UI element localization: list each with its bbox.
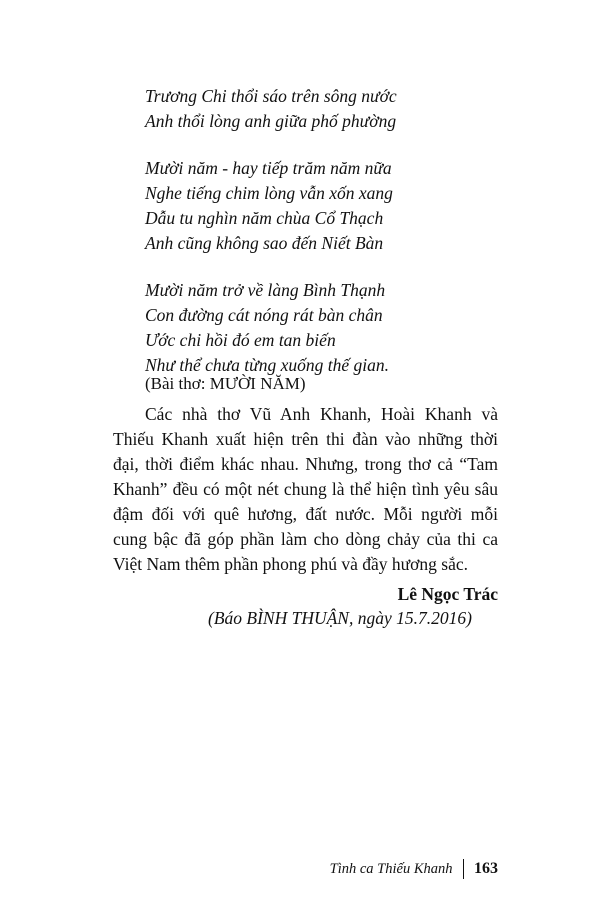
poem-caption: (Bài thơ: MƯỜI NĂM) <box>145 374 306 393</box>
poem-line: Mười năm trở về làng Bình Thạnh <box>145 280 386 300</box>
poem-line: Anh thổi lòng anh giữa phố phường <box>145 111 397 131</box>
page-footer <box>330 858 498 880</box>
poem-line: Ước chi hồi đó em tan biến <box>145 330 336 350</box>
poem-line: Mười năm - hay tiếp trăm năm nữa <box>145 158 392 178</box>
poem-line: Dẫu tu nghìn năm chùa Cổ Thạch <box>145 208 384 228</box>
body-paragraph: Các nhà thơ Vũ Anh Khanh, Hoài Khanh và Thiếu Khanh xuất hiện trên thi đàn vào những thời đại, thời điểm khác nhau. Nhưng, trong thơ cả “Tam Khanh” đều có một nét chung là thể hiện tình yêu sâu đậm đối với quê hương, đất nước. Mỗi người mỗi cung bậc đã góp phần làm cho dòng chảy của thi ca Việt Nam thêm phần phong phú và đầy hương sắc. <box>113 404 498 574</box>
poem <box>145 84 397 378</box>
poem-line: Anh cũng không sao đến Niết Bàn <box>145 233 384 253</box>
poem-line: Như thể chưa từng xuống thế gian. <box>145 355 389 375</box>
footer-separator <box>463 859 465 879</box>
poem-line: Con đường cát nóng rát bàn chân <box>145 305 383 325</box>
poem-line: Trương Chi thổi sáo trên sông nước <box>145 86 397 106</box>
page-number: 163 <box>474 860 498 877</box>
poem-line: Nghe tiếng chim lòng vẫn xốn xang <box>145 183 393 203</box>
running-title: Tình ca Thiếu Khanh <box>329 861 453 877</box>
poem-stanza-3 <box>145 278 397 378</box>
author-name: Lê Ngọc Trác <box>397 584 498 604</box>
poem-stanza-1 <box>145 84 397 134</box>
poem-stanza-2 <box>145 156 397 256</box>
source-citation: (Báo BÌNH THUẬN, ngày 15.7.2016) <box>208 608 472 628</box>
